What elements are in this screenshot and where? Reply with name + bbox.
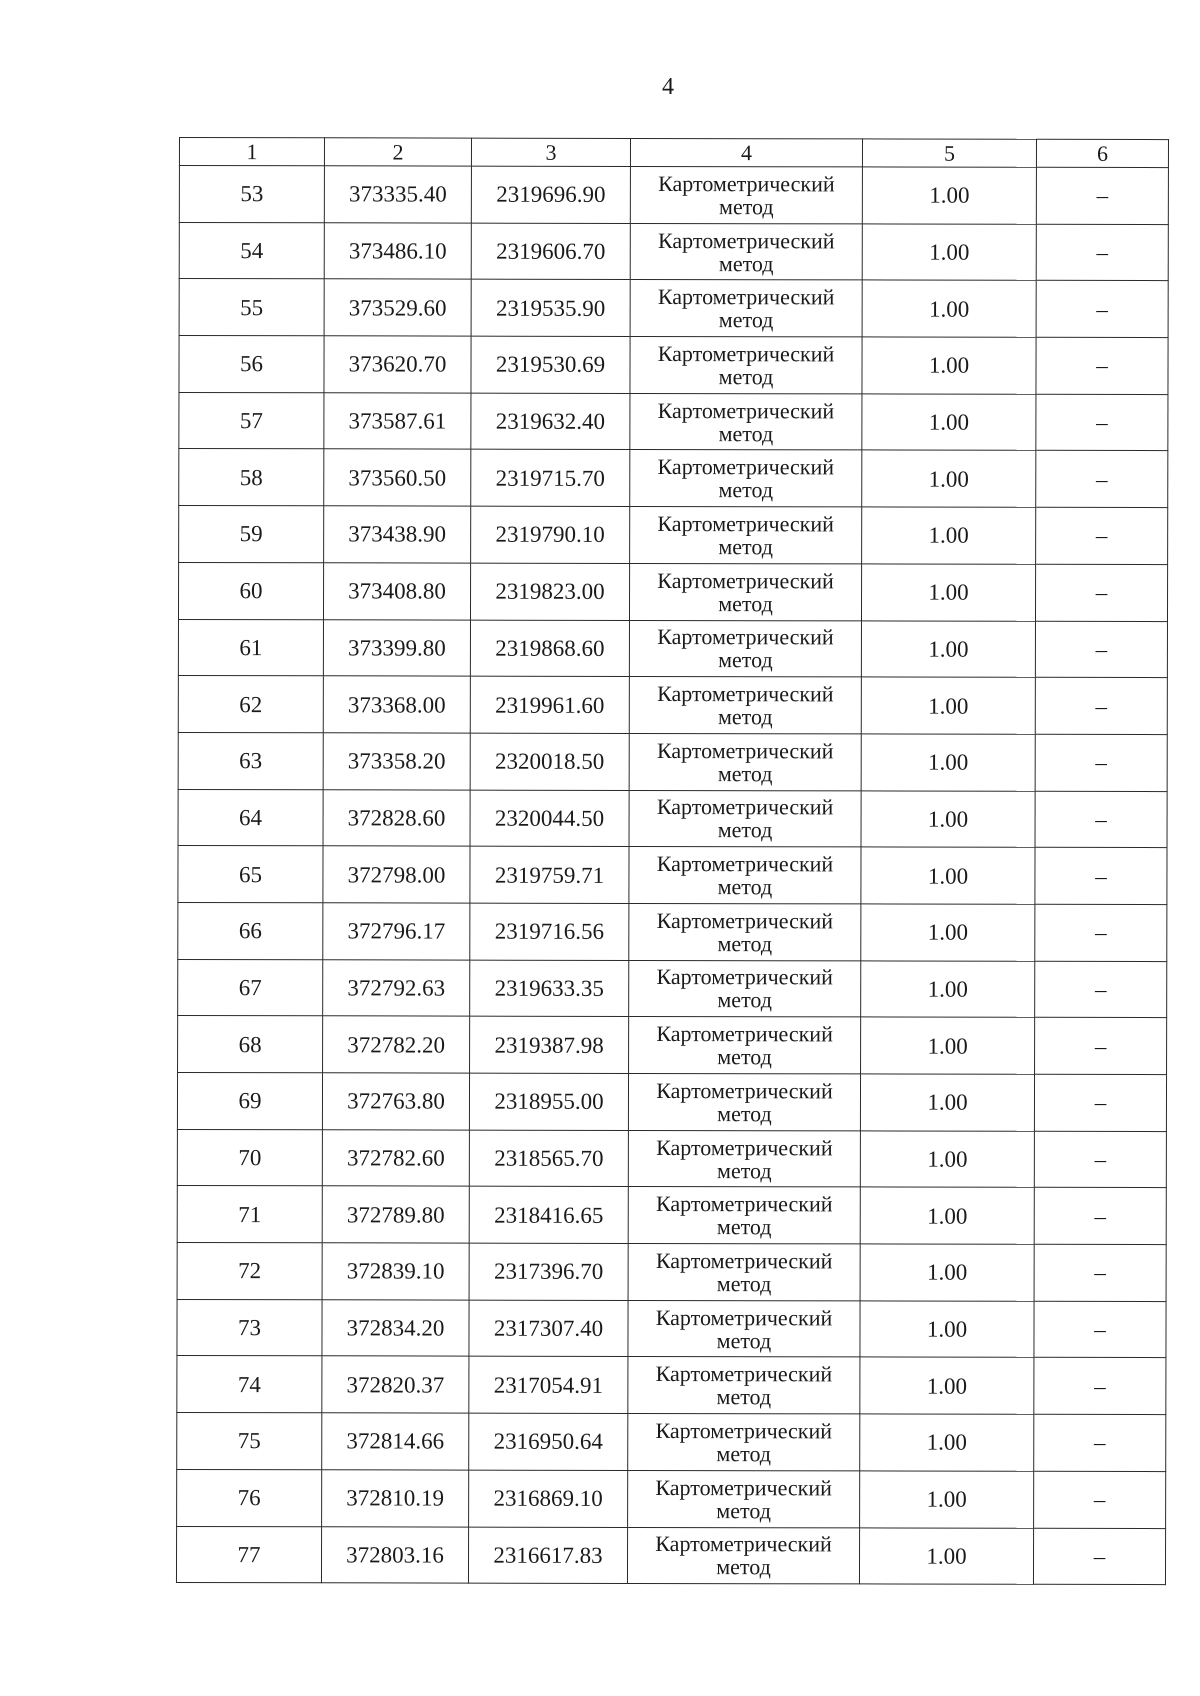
description-cell: –: [1034, 1244, 1166, 1301]
method-line2: метод: [716, 1327, 772, 1353]
table-row: [176, 1526, 1165, 1585]
method-line2: метод: [719, 193, 774, 220]
description-cell: –: [1036, 167, 1168, 224]
method-cell: [630, 166, 862, 223]
method-line2: метод: [716, 1271, 772, 1297]
table-row: [178, 732, 1167, 791]
method-line1: Картометрический: [657, 284, 835, 310]
coordinates-table: [176, 137, 1169, 1585]
method-cell: [629, 677, 861, 734]
y-coordinate-cell: 2319387.98: [470, 1016, 629, 1073]
table-row: [177, 1469, 1166, 1528]
accuracy-cell: 1.00: [861, 847, 1035, 904]
table-row: [177, 1356, 1166, 1415]
method-line1: Картометрический: [656, 737, 834, 764]
method-line1: Картометрический: [657, 454, 835, 480]
method-line1: Картометрический: [656, 1077, 833, 1104]
x-coordinate-cell: 373335.40: [324, 166, 471, 223]
accuracy-cell: 1.00: [861, 904, 1035, 961]
point-number-cell: 57: [179, 392, 324, 449]
method-line1: Картометрический: [657, 681, 834, 707]
accuracy-cell: 1.00: [860, 1074, 1034, 1131]
accuracy-cell: 1.00: [859, 1527, 1033, 1584]
y-coordinate-cell: 2320044.50: [470, 790, 629, 847]
point-number-cell: 62: [178, 676, 323, 733]
method-line2: метод: [718, 647, 773, 673]
y-coordinate-cell: 2317054.91: [469, 1357, 628, 1414]
y-coordinate-cell: 2319535.90: [471, 279, 630, 336]
method-cell: [628, 1130, 860, 1187]
point-number-cell: 55: [179, 279, 324, 336]
method-line1: Картометрический: [657, 397, 835, 423]
table-row: [179, 392, 1168, 451]
y-coordinate-cell: 2318565.70: [469, 1130, 628, 1187]
method-line1: Картометрический: [658, 227, 835, 253]
y-coordinate-cell: 2319606.70: [471, 223, 630, 280]
description-cell: –: [1033, 1528, 1165, 1585]
table-row: [177, 1072, 1166, 1131]
x-coordinate-cell: 373358.20: [323, 733, 470, 790]
x-coordinate-cell: 373368.00: [323, 676, 470, 733]
method-line1: Картометрический: [655, 1191, 833, 1217]
table-row: [177, 1299, 1166, 1358]
x-coordinate-cell: 373620.70: [324, 336, 471, 393]
description-cell: –: [1035, 1018, 1167, 1075]
y-coordinate-cell: 2320018.50: [470, 733, 629, 790]
column-header: 3: [471, 138, 630, 166]
method-line2: метод: [716, 1214, 772, 1240]
table-row: [178, 902, 1167, 961]
method-cell: [630, 507, 862, 564]
y-coordinate-cell: 2319715.70: [471, 450, 630, 507]
column-header: 1: [179, 138, 324, 166]
description-cell: –: [1034, 1301, 1166, 1358]
y-coordinate-cell: 2319696.90: [471, 166, 630, 223]
accuracy-cell: 1.00: [860, 1244, 1034, 1301]
method-line2: метод: [716, 1384, 772, 1410]
y-coordinate-cell: 2319759.71: [470, 846, 629, 903]
x-coordinate-cell: 373560.50: [324, 449, 471, 506]
method-line2: метод: [717, 874, 773, 900]
point-number-cell: 73: [177, 1299, 322, 1356]
point-number-cell: 72: [177, 1243, 322, 1300]
x-coordinate-cell: 373587.61: [324, 393, 471, 450]
point-number-cell: 66: [178, 902, 323, 959]
method-line1: Картометрический: [657, 340, 835, 367]
point-number-cell: 75: [177, 1413, 322, 1470]
method-line2: метод: [718, 477, 774, 503]
description-cell: –: [1034, 1471, 1166, 1528]
x-coordinate-cell: 373438.90: [324, 506, 471, 563]
x-coordinate-cell: 372810.19: [322, 1470, 469, 1527]
method-cell: [627, 1527, 859, 1584]
point-number-cell: 67: [178, 959, 323, 1016]
y-coordinate-cell: 2319632.40: [471, 393, 630, 450]
method-cell: [629, 1017, 861, 1074]
point-number-cell: 76: [177, 1469, 322, 1526]
method-line1: Картометрический: [655, 1474, 832, 1501]
description-cell: –: [1034, 1074, 1166, 1131]
description-cell: –: [1034, 1358, 1166, 1415]
column-header: 6: [1036, 139, 1168, 167]
accuracy-cell: 1.00: [862, 394, 1036, 451]
point-number-cell: 69: [177, 1072, 322, 1129]
x-coordinate-cell: 372782.20: [323, 1016, 470, 1073]
method-cell: [628, 1414, 860, 1471]
x-coordinate-cell: 372796.17: [323, 903, 470, 960]
description-cell: –: [1036, 507, 1168, 564]
description-cell: –: [1035, 621, 1167, 678]
accuracy-cell: 1.00: [861, 620, 1035, 677]
method-cell: [629, 960, 861, 1017]
method-line2: метод: [717, 760, 773, 786]
point-number-cell: 54: [179, 222, 324, 279]
accuracy-cell: 1.00: [860, 1471, 1034, 1528]
accuracy-cell: 1.00: [860, 1301, 1034, 1358]
x-coordinate-cell: 372789.80: [322, 1186, 469, 1243]
method-cell: [629, 620, 861, 677]
method-cell: [629, 903, 861, 960]
method-line2: метод: [717, 817, 773, 843]
table-row: [178, 959, 1167, 1018]
description-cell: –: [1035, 677, 1167, 734]
x-coordinate-cell: 373399.80: [323, 619, 470, 676]
description-cell: –: [1036, 451, 1168, 508]
description-cell: –: [1036, 394, 1168, 451]
method-cell: [628, 1300, 860, 1357]
y-coordinate-cell: 2316617.83: [468, 1527, 627, 1584]
y-coordinate-cell: 2319868.60: [470, 620, 629, 677]
table-row: [178, 562, 1167, 621]
accuracy-cell: 1.00: [860, 1414, 1034, 1471]
method-line1: Картометрический: [655, 1361, 833, 1387]
accuracy-cell: 1.00: [862, 167, 1036, 224]
point-number-cell: 61: [178, 619, 323, 676]
table-row: [178, 1016, 1167, 1075]
y-coordinate-cell: 2318416.65: [469, 1186, 628, 1243]
table-row: [177, 1243, 1166, 1302]
method-cell: [628, 1187, 860, 1244]
method-line2: метод: [717, 704, 773, 730]
accuracy-cell: 1.00: [860, 1131, 1034, 1188]
method-line1: Картометрический: [656, 1134, 833, 1160]
column-header: 2: [324, 138, 471, 166]
description-cell: –: [1035, 564, 1167, 621]
method-cell: [630, 223, 862, 280]
accuracy-cell: 1.00: [860, 1187, 1034, 1244]
point-number-cell: 74: [177, 1356, 322, 1413]
method-cell: [628, 1470, 860, 1527]
description-cell: –: [1034, 1414, 1166, 1471]
description-cell: –: [1036, 337, 1168, 394]
y-coordinate-cell: 2317307.40: [469, 1300, 628, 1357]
accuracy-cell: 1.00: [862, 224, 1036, 281]
table-row: [177, 1129, 1166, 1188]
table-row: [179, 506, 1168, 565]
method-line2: метод: [718, 590, 773, 616]
point-number-cell: 58: [179, 449, 324, 506]
accuracy-cell: 1.00: [861, 677, 1035, 734]
x-coordinate-cell: 372828.60: [323, 789, 470, 846]
x-coordinate-cell: 372834.20: [322, 1300, 469, 1357]
table-row: [178, 846, 1167, 905]
point-number-cell: 63: [178, 732, 323, 789]
table-row: [177, 1186, 1166, 1245]
method-line1: Картометрический: [657, 510, 834, 537]
method-cell: [630, 337, 862, 394]
x-coordinate-cell: 373486.10: [324, 222, 471, 279]
point-number-cell: 56: [179, 336, 324, 393]
x-coordinate-cell: 372798.00: [323, 846, 470, 903]
table-header-row: [179, 138, 1168, 168]
description-cell: –: [1036, 224, 1168, 281]
method-cell: [629, 790, 861, 847]
table-row: [178, 619, 1167, 678]
method-cell: [630, 393, 862, 450]
y-coordinate-cell: 2316950.64: [469, 1413, 628, 1470]
method-line2: метод: [716, 1441, 772, 1467]
method-cell: [630, 450, 862, 507]
method-cell: [629, 733, 861, 790]
method-line1: Картометрический: [656, 794, 834, 820]
x-coordinate-cell: 372792.63: [323, 959, 470, 1016]
page-number: 4: [662, 74, 674, 100]
x-coordinate-cell: 372782.60: [322, 1129, 469, 1186]
column-header: 4: [630, 138, 862, 166]
table-row: [179, 336, 1168, 395]
description-cell: –: [1035, 904, 1167, 961]
point-number-cell: 77: [176, 1526, 321, 1583]
method-line2: метод: [717, 930, 773, 957]
x-coordinate-cell: 373529.60: [324, 279, 471, 336]
description-cell: –: [1035, 734, 1167, 791]
method-cell: [629, 563, 861, 620]
y-coordinate-cell: 2319961.60: [470, 676, 629, 733]
method-line1: Картометрический: [658, 170, 835, 197]
method-cell: [630, 280, 862, 337]
y-coordinate-cell: 2319790.10: [471, 506, 630, 563]
accuracy-cell: 1.00: [861, 961, 1035, 1018]
point-number-cell: 65: [178, 846, 323, 903]
table-row: [177, 1413, 1166, 1472]
method-line2: метод: [718, 364, 774, 390]
accuracy-cell: 1.00: [861, 1017, 1035, 1074]
x-coordinate-cell: 372814.66: [322, 1413, 469, 1470]
table-row: [178, 676, 1167, 735]
method-cell: [628, 1244, 860, 1301]
point-number-cell: 60: [178, 562, 323, 619]
accuracy-cell: 1.00: [862, 450, 1036, 507]
accuracy-cell: 1.00: [861, 564, 1035, 621]
accuracy-cell: 1.00: [862, 280, 1036, 337]
x-coordinate-cell: 372839.10: [322, 1243, 469, 1300]
column-header: 5: [862, 139, 1036, 167]
method-line2: метод: [717, 987, 773, 1013]
description-cell: –: [1034, 1188, 1166, 1245]
x-coordinate-cell: 372763.80: [322, 1073, 469, 1130]
method-line2: метод: [718, 307, 774, 333]
method-line1: Картометрический: [656, 1021, 833, 1047]
point-number-cell: 59: [179, 506, 324, 563]
method-line1: Картометрический: [655, 1417, 833, 1444]
accuracy-cell: 1.00: [861, 734, 1035, 791]
method-line1: Картометрический: [657, 567, 834, 594]
accuracy-cell: 1.00: [861, 790, 1035, 847]
x-coordinate-cell: 372803.16: [321, 1526, 468, 1583]
method-cell: [629, 847, 861, 904]
accuracy-cell: 1.00: [860, 1357, 1034, 1414]
description-cell: –: [1035, 848, 1167, 905]
method-line1: Картометрический: [655, 1304, 833, 1330]
method-line2: метод: [717, 1100, 772, 1127]
point-number-cell: 70: [177, 1129, 322, 1186]
description-cell: –: [1036, 281, 1168, 338]
table-row: [178, 789, 1167, 848]
method-line2: метод: [716, 1554, 771, 1580]
method-cell: [628, 1357, 860, 1414]
y-coordinate-cell: 2319716.56: [470, 903, 629, 960]
method-line1: Картометрический: [656, 851, 834, 877]
y-coordinate-cell: 2316869.10: [469, 1470, 628, 1527]
point-number-cell: 71: [177, 1186, 322, 1243]
accuracy-cell: 1.00: [862, 507, 1036, 564]
point-number-cell: 64: [178, 789, 323, 846]
y-coordinate-cell: 2319530.69: [471, 336, 630, 393]
description-cell: –: [1034, 1131, 1166, 1188]
y-coordinate-cell: 2319633.35: [470, 960, 629, 1017]
method-line2: метод: [718, 420, 774, 446]
x-coordinate-cell: 373408.80: [323, 563, 470, 620]
method-line2: метод: [718, 534, 773, 560]
method-line1: Картометрический: [657, 624, 834, 650]
point-number-cell: 53: [179, 166, 324, 223]
method-line1: Картометрический: [655, 1531, 832, 1557]
method-line2: метод: [717, 1157, 772, 1183]
method-line1: Картометрический: [656, 907, 834, 934]
table-row: [179, 279, 1168, 338]
table-row: [179, 166, 1168, 225]
description-cell: –: [1035, 961, 1167, 1018]
table-row: [179, 449, 1168, 508]
method-cell: [628, 1073, 860, 1130]
method-line2: метод: [718, 250, 774, 276]
accuracy-cell: 1.00: [862, 337, 1036, 394]
method-line2: метод: [717, 1044, 772, 1070]
description-cell: –: [1035, 791, 1167, 848]
method-line1: Картометрический: [656, 964, 834, 990]
x-coordinate-cell: 372820.37: [322, 1356, 469, 1413]
method-line1: Картометрический: [655, 1247, 833, 1274]
y-coordinate-cell: 2319823.00: [470, 563, 629, 620]
y-coordinate-cell: 2318955.00: [469, 1073, 628, 1130]
method-line2: метод: [716, 1497, 771, 1523]
y-coordinate-cell: 2317396.70: [469, 1243, 628, 1300]
table-row: [179, 222, 1168, 281]
point-number-cell: 68: [178, 1016, 323, 1073]
